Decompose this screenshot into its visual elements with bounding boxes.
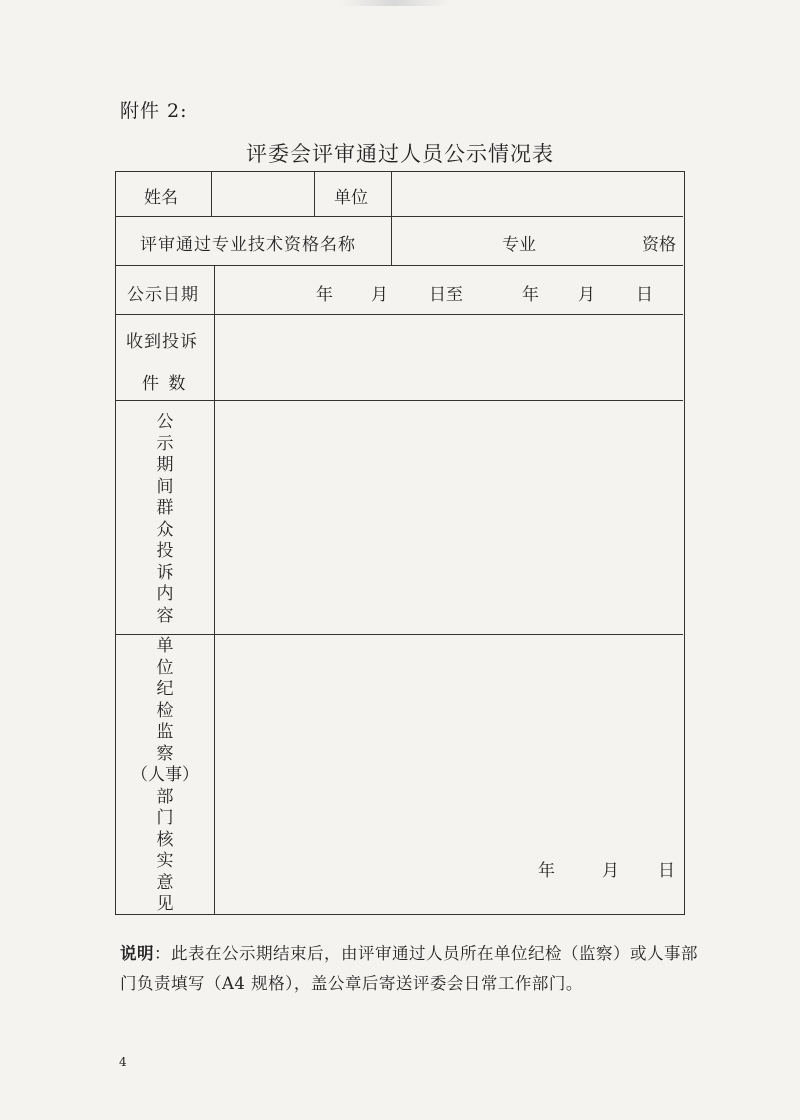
- publicity-form-table: [115, 171, 685, 915]
- complaints-count-label-line2: 件 数: [142, 374, 188, 394]
- row-divider-2: [116, 265, 683, 266]
- row-divider-4: [116, 400, 683, 401]
- col-divider-name: [211, 172, 212, 216]
- note-text: ：此表在公示期结束后，由评审通过人员所在单位纪检（监察）或人事部门负责填写（A4 规格），盖公章后寄送评委会日常工作部门。: [120, 944, 698, 993]
- sign-month: 月: [602, 861, 619, 881]
- form-note: [120, 939, 700, 999]
- page-title: 评委会评审通过人员公示情况表: [246, 142, 554, 166]
- period-year-2: 年: [522, 285, 539, 305]
- publicity-period-label: 公示日期: [127, 285, 199, 305]
- period-day-2: 日: [636, 285, 653, 305]
- note-label: 说明: [120, 944, 154, 963]
- col-divider-label-column: [214, 265, 215, 914]
- row-divider-1: [116, 216, 683, 217]
- row-divider-5: [116, 634, 683, 635]
- qualification-specialty-label: 专业: [502, 235, 536, 255]
- unit-label: 单位: [334, 188, 368, 208]
- page-number: 4: [119, 1055, 127, 1069]
- period-month-2: 月: [578, 285, 595, 305]
- period-month-1: 月: [371, 285, 388, 305]
- col-divider-qual: [391, 216, 392, 265]
- name-label: 姓名: [144, 188, 178, 208]
- scan-smudge: [340, 0, 450, 6]
- period-year-1: 年: [316, 285, 333, 305]
- qualification-label: 评审通过专业技术资格名称: [140, 235, 356, 255]
- col-divider-name-value: [314, 172, 315, 216]
- complaints-content-label: 公 示 期 间 群 众 投 诉 内 容: [156, 412, 174, 626]
- verification-opinion-label: 单 位 纪 检 监 察 （人事） 部 门 核 实 意 见: [131, 636, 199, 914]
- sign-year: 年: [538, 861, 555, 881]
- col-divider-unit: [391, 172, 392, 216]
- row-divider-3: [116, 314, 683, 315]
- period-day-to: 日至: [429, 285, 463, 305]
- attachment-label: 附件 2:: [120, 100, 188, 122]
- sign-day: 日: [658, 861, 675, 881]
- complaints-count-label-line1: 收到投诉: [126, 332, 198, 352]
- qualification-suffix-label: 资格: [642, 235, 676, 255]
